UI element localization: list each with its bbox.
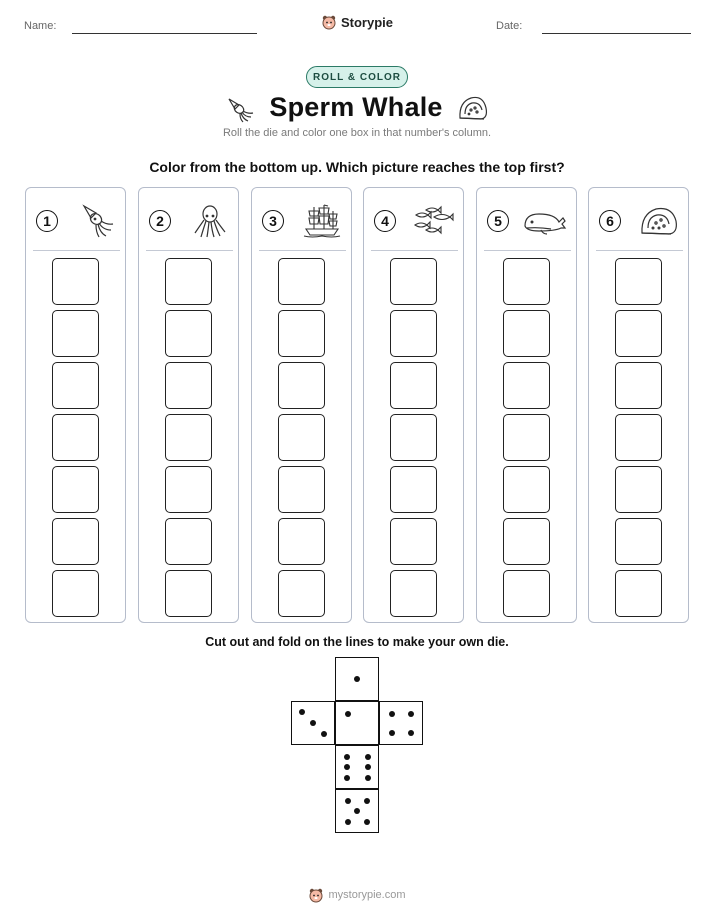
sperm-whale-icon <box>521 206 567 236</box>
color-box[interactable] <box>165 362 212 409</box>
column-header <box>262 204 342 238</box>
color-box[interactable] <box>615 414 662 461</box>
die-pip <box>365 764 371 770</box>
color-box[interactable] <box>615 518 662 565</box>
color-box[interactable] <box>165 414 212 461</box>
color-box[interactable] <box>278 362 325 409</box>
color-box[interactable] <box>52 518 99 565</box>
color-box[interactable] <box>615 310 662 357</box>
die-face-four <box>379 701 423 745</box>
color-box[interactable] <box>278 466 325 513</box>
activity-badge: ROLL & COLOR <box>306 66 408 88</box>
color-box[interactable] <box>165 310 212 357</box>
color-box[interactable] <box>503 518 550 565</box>
column-divider <box>484 250 571 251</box>
color-box[interactable] <box>390 414 437 461</box>
die-pip <box>299 709 305 715</box>
fish-school-icon <box>412 203 454 239</box>
ambergris-icon <box>457 94 489 122</box>
instruction: Color from the bottom up. Which picture reaches the top first? <box>149 159 565 175</box>
die-face-three <box>291 701 335 745</box>
brand-name: Storypie <box>340 14 393 30</box>
die-face-five <box>335 789 379 833</box>
column-divider <box>259 250 346 251</box>
color-box[interactable] <box>503 310 550 357</box>
color-box[interactable] <box>390 310 437 357</box>
color-box[interactable] <box>52 362 99 409</box>
color-box[interactable] <box>165 518 212 565</box>
squid-icon <box>225 93 255 123</box>
die-pip <box>389 730 395 736</box>
ship-icon <box>302 203 342 239</box>
color-box[interactable] <box>52 414 99 461</box>
title-row <box>0 92 714 123</box>
column-number: 5 <box>487 210 509 232</box>
column-5 <box>476 187 577 623</box>
brand-logo <box>0 14 714 30</box>
die-pip <box>364 819 370 825</box>
die-pip <box>345 819 351 825</box>
column-divider <box>146 250 233 251</box>
color-box[interactable] <box>503 258 550 305</box>
column-header <box>149 204 229 238</box>
column-divider <box>33 250 120 251</box>
ambergris-icon <box>639 205 679 237</box>
columns-grid <box>25 187 690 623</box>
die-pip <box>389 711 395 717</box>
color-box[interactable] <box>390 466 437 513</box>
footer <box>0 887 714 903</box>
die-pip <box>354 676 360 682</box>
color-box[interactable] <box>503 414 550 461</box>
die-face-six <box>335 745 379 789</box>
column-3 <box>251 187 352 623</box>
die-pip <box>365 775 371 781</box>
page-subtitle: Roll the die and color one box in that number's column. <box>222 127 492 139</box>
column-4 <box>363 187 464 623</box>
column-6 <box>588 187 689 623</box>
die-pip <box>344 775 350 781</box>
color-box[interactable] <box>390 570 437 617</box>
die-pip <box>354 808 360 814</box>
footer-url[interactable]: mystorypie.com <box>328 889 406 901</box>
color-box[interactable] <box>503 570 550 617</box>
color-box[interactable] <box>52 466 99 513</box>
die-pip <box>408 711 414 717</box>
column-1 <box>25 187 126 623</box>
storypie-mascot-icon <box>308 887 324 903</box>
column-number: 4 <box>374 210 396 232</box>
color-box[interactable] <box>165 258 212 305</box>
die-pip <box>321 731 327 737</box>
color-box[interactable] <box>390 362 437 409</box>
color-box[interactable] <box>615 466 662 513</box>
date-label: Date: <box>496 20 523 32</box>
die-pip <box>345 711 351 717</box>
octopus-icon <box>191 203 229 239</box>
column-header <box>599 204 679 238</box>
color-box[interactable] <box>615 258 662 305</box>
date-line[interactable] <box>542 33 691 34</box>
die-pip <box>310 720 316 726</box>
color-box[interactable] <box>52 310 99 357</box>
die-pip <box>364 798 370 804</box>
color-box[interactable] <box>278 570 325 617</box>
color-box[interactable] <box>52 258 99 305</box>
color-box[interactable] <box>278 414 325 461</box>
color-box[interactable] <box>390 258 437 305</box>
name-label: Name: <box>24 20 57 32</box>
die-pip <box>408 730 414 736</box>
color-box[interactable] <box>615 570 662 617</box>
color-box[interactable] <box>165 570 212 617</box>
die-pip <box>365 754 371 760</box>
die-pip <box>344 754 350 760</box>
column-divider <box>371 250 458 251</box>
page-title: Sperm Whale <box>269 92 443 122</box>
column-2 <box>138 187 239 623</box>
die-pip <box>344 764 350 770</box>
column-number: 6 <box>599 210 621 232</box>
die-pip <box>345 798 351 804</box>
color-box[interactable] <box>503 362 550 409</box>
color-box[interactable] <box>52 570 99 617</box>
cut-instruction: Cut out and fold on the lines to make your own die. <box>205 635 509 649</box>
storypie-mascot-icon <box>321 14 337 30</box>
name-line[interactable] <box>72 33 257 34</box>
column-number: 1 <box>36 210 58 232</box>
color-box[interactable] <box>390 518 437 565</box>
column-number: 2 <box>149 210 171 232</box>
die-face-one <box>335 701 379 745</box>
color-box[interactable] <box>278 518 325 565</box>
column-header <box>374 204 454 238</box>
column-divider <box>596 250 683 251</box>
color-box[interactable] <box>278 310 325 357</box>
column-header <box>487 204 567 238</box>
squid-icon <box>78 203 116 239</box>
color-box[interactable] <box>278 258 325 305</box>
column-number: 3 <box>262 210 284 232</box>
color-box[interactable] <box>503 466 550 513</box>
die-face-one <box>335 657 379 701</box>
color-box[interactable] <box>165 466 212 513</box>
column-header <box>36 204 116 238</box>
color-box[interactable] <box>615 362 662 409</box>
